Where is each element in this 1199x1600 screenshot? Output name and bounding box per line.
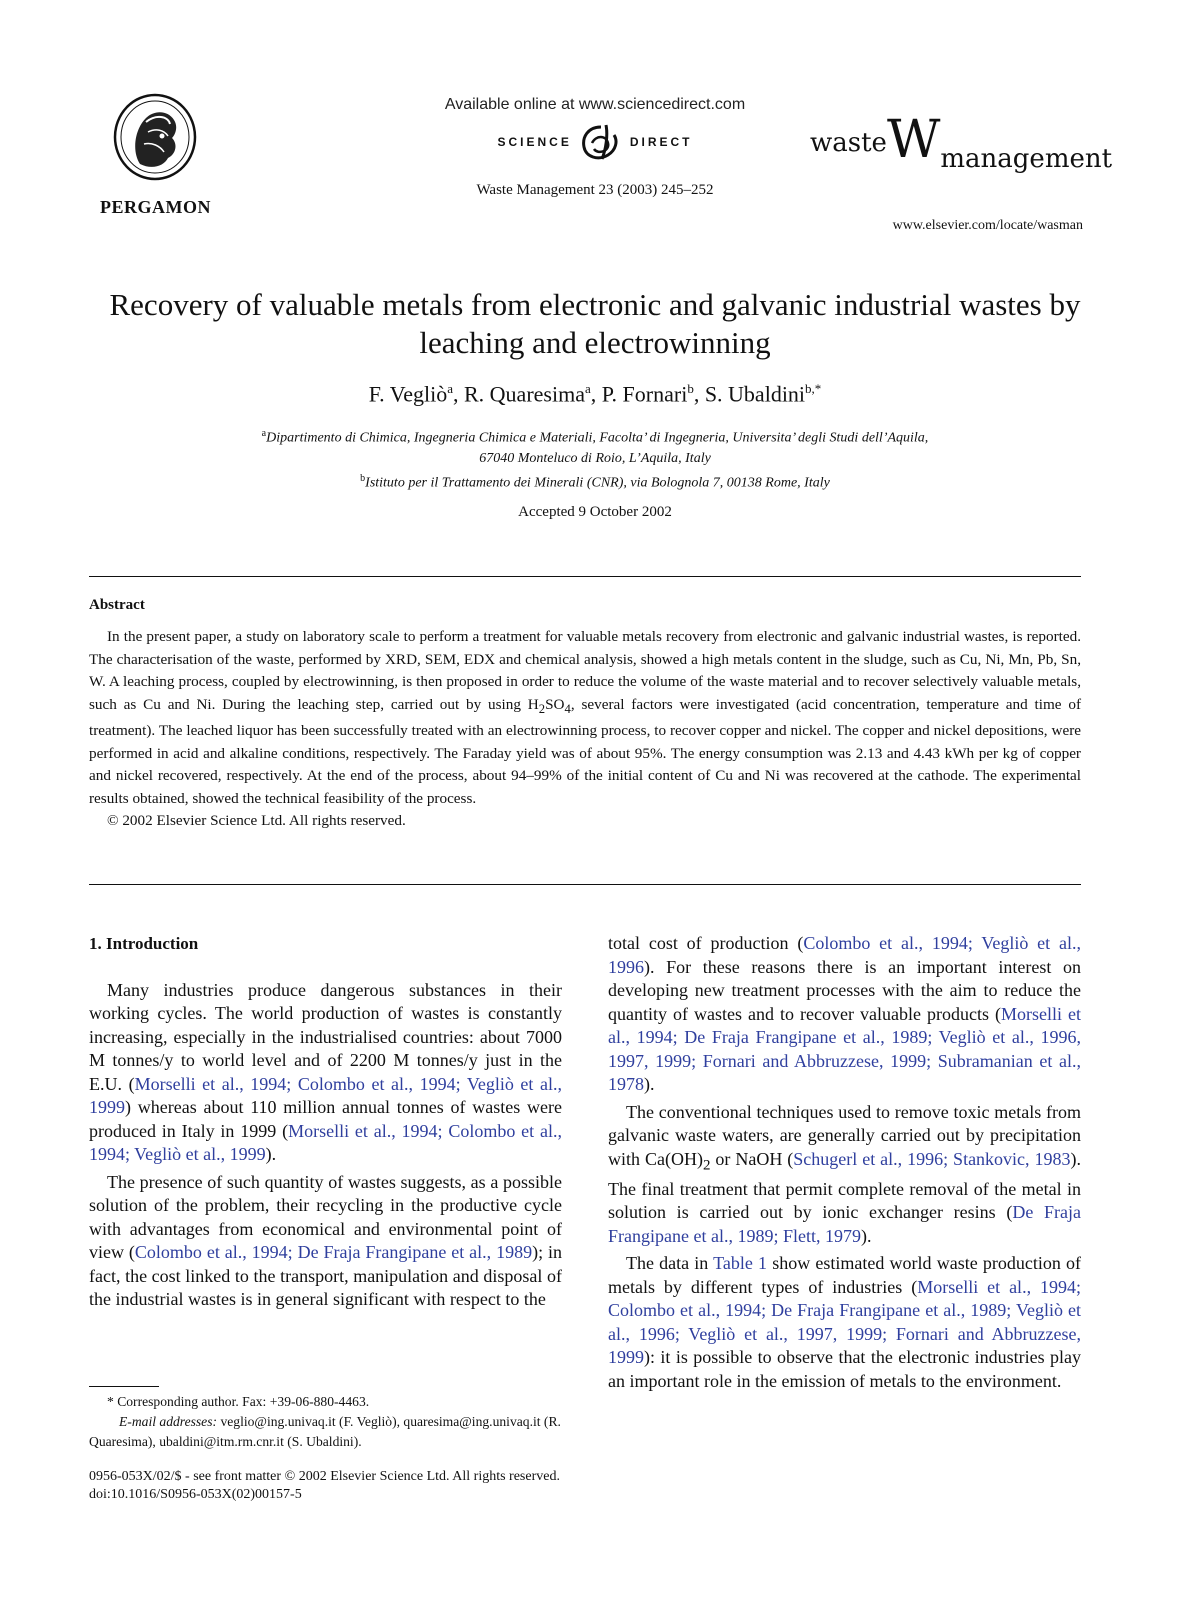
- paragraph: [89, 979, 562, 1167]
- citation-link[interactable]: Morselli et al., 1994; Colombo et al., 1994; Vegliò et al., 1999: [89, 1120, 562, 1164]
- journal-logo-w: W: [886, 110, 941, 170]
- text: ) whereas about 110 million annual tonnes of wastes were produced in Italy in 1999 (: [89, 1097, 562, 1141]
- affil-line: Dipartimento di Chimica, Ingegneria Chimica e Materiali, Facolta’ di Ingegneria, Universita’ degli Studi dell’Aquila,: [266, 430, 929, 446]
- waste-management-logo: [810, 110, 1113, 174]
- text: show estimated world waste production of metals by different types of industries (: [608, 1253, 1082, 1297]
- affil-mark: b: [360, 472, 366, 484]
- table-link[interactable]: Table 1: [713, 1253, 768, 1274]
- affiliation-a: [100, 424, 1090, 449]
- text: Many industries produce dangerous substances in their working cycles. The world production of wastes is constantly increasing, especially in the industrialised countries: about 7000 M tonnes/y to world level and of 2200 M tonnes/y just in the E.U. (: [89, 979, 562, 1094]
- doi-line[interactable]: doi:10.1016/S0956-053X(02)00157-5: [89, 1487, 302, 1502]
- footnote-rule: [89, 1386, 159, 1387]
- accepted-date: Accepted 9 October 2002: [518, 504, 672, 520]
- citation-link[interactable]: De Fraja Frangipane et al., 1989; Flett, 1979: [608, 1202, 1081, 1246]
- affiliations: [100, 424, 1090, 493]
- corresponding-author: * Corresponding author. Fax: +39-06-880-4463.: [107, 1394, 370, 1409]
- bottom-meta: [89, 1468, 789, 1504]
- right-column: [608, 932, 1081, 1393]
- author-separator: ,: [693, 381, 705, 407]
- abstract-heading: Abstract: [89, 597, 145, 613]
- author-name: P. Fornari: [601, 381, 688, 407]
- left-column: [89, 932, 562, 1312]
- abstract-body: [89, 626, 1081, 833]
- divider: [89, 884, 1081, 885]
- paragraph: [608, 932, 1081, 1097]
- citation-link[interactable]: Morselli et al., 1994; De Fraja Frangipane et al., 1989; Vegliò et al., 1996, 1997, 1999; Fornari and Abbruzzese, 1999; Subramanian et al., 1978: [608, 1003, 1082, 1094]
- sd-left-word: SCIENCE: [497, 135, 572, 149]
- author-separator: ,: [453, 381, 464, 407]
- paragraph: [608, 1101, 1081, 1249]
- abstract-text: [89, 626, 1081, 810]
- divider: [89, 576, 1081, 577]
- journal-logo-left: waste: [810, 128, 887, 158]
- text: or NaOH (: [710, 1148, 794, 1169]
- affiliation-b: [100, 469, 1090, 494]
- header-center: [380, 96, 810, 199]
- citation-link[interactable]: Morselli et al., 1994; Colombo et al., 1994; De Fraja Frangipane et al., 1989; Vegliò et al., 1996; Vegliò et al., 1997, 1999; Fornari and Abbruzzese, 1999: [608, 1276, 1081, 1368]
- publisher-name: PERGAMON: [100, 197, 211, 217]
- author-affil-mark: a: [584, 381, 591, 396]
- text: The conventional techniques used to remove toxic metals from galvanic waste waters, are generally carried out by precipitation with Ca(OH): [608, 1101, 1081, 1169]
- paper-title: Recovery of valuable metals from electronic and galvanic industrial wastes by leaching and electrowinning: [109, 287, 1081, 360]
- author-affil-mark: b,*: [805, 381, 822, 396]
- text: ).: [265, 1144, 277, 1164]
- pergamon-emblem-icon: [112, 92, 198, 182]
- journal-logo-right: management: [940, 144, 1113, 174]
- abstract-text-part: SO: [545, 695, 565, 713]
- affil-line: Istituto per il Trattamento dei Minerali (CNR), via Bolognola 7, 00138 Rome, Italy: [365, 475, 830, 491]
- sciencedirect-d-icon: [578, 121, 624, 163]
- abstract-copyright: © 2002 Elsevier Science Ltd. All rights reserved.: [107, 812, 406, 830]
- citation-link[interactable]: Schugerl et al., 1996; Stankovic, 1983: [793, 1148, 1071, 1169]
- text: ).: [644, 1074, 655, 1094]
- email-addresses: [89, 1412, 562, 1452]
- author-name: S. Ubaldini: [704, 381, 806, 407]
- author-name: F. Vegliò: [368, 381, 448, 407]
- journal-url[interactable]: www.elsevier.com/locate/wasman: [892, 218, 1083, 233]
- section-heading: 1. Introduction: [89, 934, 199, 953]
- subscript: 2: [702, 1157, 711, 1174]
- sd-right-word: DIRECT: [629, 135, 693, 149]
- footnotes: [89, 1392, 562, 1452]
- paragraph: [608, 1252, 1081, 1393]
- text: ). The final treatment that permit complete removal of the metal in solution is carried out by ionic exchanger resins (: [608, 1148, 1081, 1223]
- email-list[interactable]: veglio@ing.univaq.it (F. Vegliò), quaresima@ing.univaq.it (R. Quaresima), ubaldini@itm.rm.cnr.it (S. Ubaldini).: [89, 1414, 561, 1449]
- text: ); in fact, the cost linked to the transport, manipulation and disposal of the industrial wastes is in general significant with respect to the: [89, 1242, 563, 1309]
- citation-link[interactable]: Morselli et al., 1994; Colombo et al., 1994; Vegliò et al., 1999: [89, 1073, 562, 1117]
- paragraph: [89, 1171, 562, 1312]
- journal-citation: Waste Management 23 (2003) 245–252: [476, 182, 714, 198]
- author-separator: ,: [590, 381, 602, 407]
- subscript: 2: [538, 701, 546, 716]
- text: The presence of such quantity of wastes suggests, as a possible solution of the problem, their recycling in the productive cycle with advantages from economical and environmental point of view (: [89, 1171, 562, 1262]
- available-online[interactable]: Available online at www.sciencedirect.com: [444, 96, 746, 113]
- text: The data in: [626, 1253, 714, 1274]
- text: ).: [860, 1225, 872, 1246]
- text: ): it is possible to observe that the electronic industries play an important role in the emission of metals to the environment.: [608, 1347, 1081, 1391]
- author-list: [100, 381, 1090, 407]
- author-affil-mark: b: [687, 381, 694, 396]
- publisher-logo: [100, 92, 210, 218]
- affil-mark: a: [261, 428, 267, 439]
- author-affil-mark: a: [447, 381, 453, 396]
- subscript: 4: [564, 701, 571, 716]
- text: ). For these reasons there is an important interest on developing new treatment processes with the aim to reduce the quantity of wastes and to recover valuable products (: [608, 956, 1081, 1024]
- affiliation-a-line2: 67040 Monteluco di Roio, L’Aquila, Italy: [479, 450, 711, 466]
- abstract-text-part: In the present paper, a study on laboratory scale to perform a treatment for valuable metals recovery from electronic and galvanic industrial wastes, is reported. The characterisation of the waste, performed by XRD, SEM, EDX and chemical analysis, showed a high metals content in the sludge, such as Cu, Ni, Mn, Pb, Sn, W. A leaching process, coupled by electrowinning, is then proposed in order to reduce the volume of the waste material and to recover selectively valuable metals, such as Cu and Ni. During the leaching step, carried out by using H: [89, 628, 1081, 713]
- abstract-text-part: , several factors were investigated (acid concentration, temperature and time of treatment). The leached liquor has been successfully treated with an electrowinning process, to recover copper and nickel. The copper and nickel depositions, were performed in acid and alkaline conditions, respectively. The Faraday yield was of about 95%. The energy consumption was 2.13 and 4.43 kWh per kg of copper and nickel recovered, respectively. At the end of the process, about 94–99% of the initial content of Cu and Ni was recovered at the cathode. The experimental results obtained, showed the technical feasibility of the process.: [89, 695, 1081, 807]
- author-name: R. Quaresima: [464, 381, 585, 407]
- text: total cost of production (: [608, 933, 804, 953]
- email-label: E-mail addresses:: [119, 1414, 218, 1429]
- citation-link[interactable]: Colombo et al., 1994; De Fraja Frangipane et al., 1989: [134, 1242, 533, 1262]
- citation-link[interactable]: Colombo et al., 1994; Vegliò et al., 1996: [608, 933, 1082, 977]
- sciencedirect-logo: [380, 120, 810, 164]
- journal-logo: [810, 110, 1113, 174]
- issn-line: 0956-053X/02/$ - see front matter © 2002 Elsevier Science Ltd. All rights reserved.: [89, 1469, 560, 1484]
